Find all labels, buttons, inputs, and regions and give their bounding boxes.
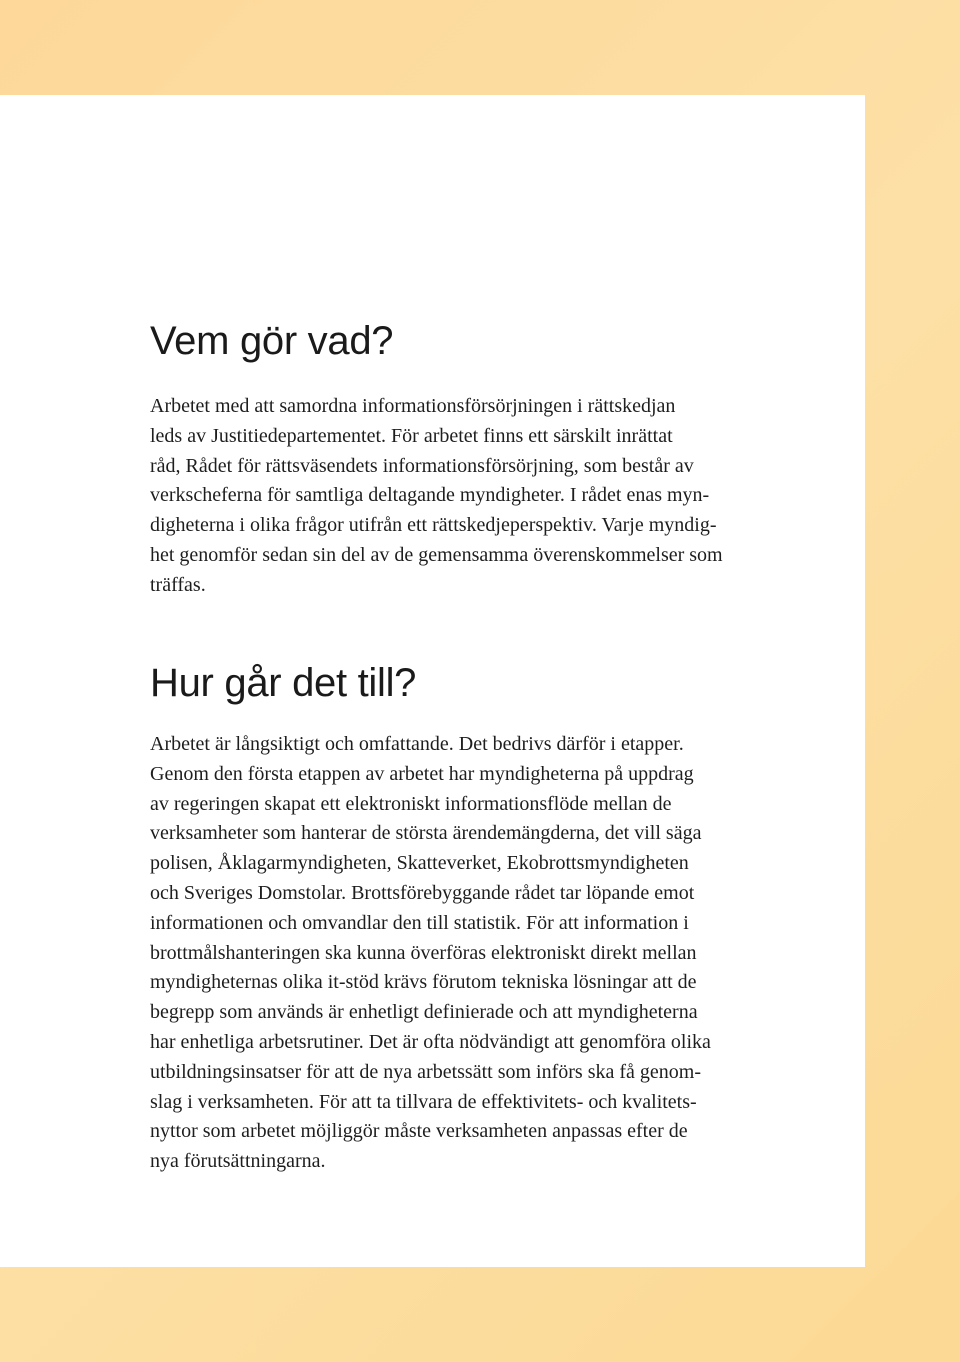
section-paragraph-vem-gor-vad bbox=[150, 392, 723, 601]
paragraph-line: utbildningsinsatser för att de nya arbetssätt som införs ska få genom- bbox=[150, 1060, 701, 1083]
paragraph-line: Genom den första etappen av arbetet har myndigheterna på uppdrag bbox=[150, 762, 694, 785]
paragraph-line: nya förutsättningarna. bbox=[150, 1150, 326, 1173]
paragraph-line: informationen och omvandlar den till statistik. För att information i bbox=[150, 911, 689, 934]
paragraph-line: Arbetet är långsiktigt och omfattande. Det bedrivs därför i etapper. bbox=[150, 733, 684, 755]
paragraph-line: polisen, Åklagarmyndigheten, Skatteverket, Ekobrottsmyndigheten bbox=[150, 852, 689, 875]
paragraph-line: myndigheternas olika it-stöd krävs förutom tekniska lösningar att de bbox=[150, 971, 697, 994]
paragraph-line: leds av Justitiedepartementet. För arbetet finns ett särskilt inrättat bbox=[150, 424, 673, 447]
paragraph-line: slag i verksamheten. För att ta tillvara de effektivitets- och kvalitets- bbox=[150, 1090, 697, 1113]
paragraph-line: och Sveriges Domstolar. Brottsförebyggande rådet tar löpande emot bbox=[150, 881, 695, 904]
paragraph-line: verkscheferna för samtliga deltagande myndigheter. I rådet enas myn- bbox=[150, 484, 710, 507]
paragraph-line: råd, Rådet för rättsväsendets informationsförsörjning, som består av bbox=[150, 454, 694, 477]
paragraph-line: het genomför sedan sin del av de gemensamma överenskommelser som bbox=[150, 543, 723, 566]
paragraph-line: brottmålshanteringen ska kunna överföras elektroniskt direkt mellan bbox=[150, 941, 697, 964]
section-heading-vem-gor-vad: Vem gör vad? bbox=[150, 319, 394, 363]
paragraph-line: träffas. bbox=[150, 573, 206, 596]
paragraph-line: digheterna i olika frågor utifrån ett rättskedjeperspektiv. Varje myndig- bbox=[150, 514, 717, 537]
paragraph-line: begrepp som används är enhetligt definierade och att myndigheterna bbox=[150, 1001, 698, 1024]
document-page bbox=[0, 95, 865, 1267]
paragraph-line: verksamheter som hanterar de största ärendemängderna, det vill säga bbox=[150, 822, 702, 845]
section-paragraph-hur-gar-det-till bbox=[150, 730, 711, 1177]
paragraph-line: Arbetet med att samordna informationsförsörjningen i rättskedjan bbox=[150, 395, 676, 417]
paragraph-line: nyttor som arbetet möjliggör måste verksamheten anpassas efter de bbox=[150, 1120, 688, 1143]
paragraph-line: av regeringen skapat ett elektroniskt informationsflöde mellan de bbox=[150, 792, 672, 815]
paragraph-line: har enhetliga arbetsrutiner. Det är ofta nödvändigt att genomföra olika bbox=[150, 1030, 711, 1053]
section-heading-hur-gar-det-till: Hur går det till? bbox=[150, 661, 417, 705]
